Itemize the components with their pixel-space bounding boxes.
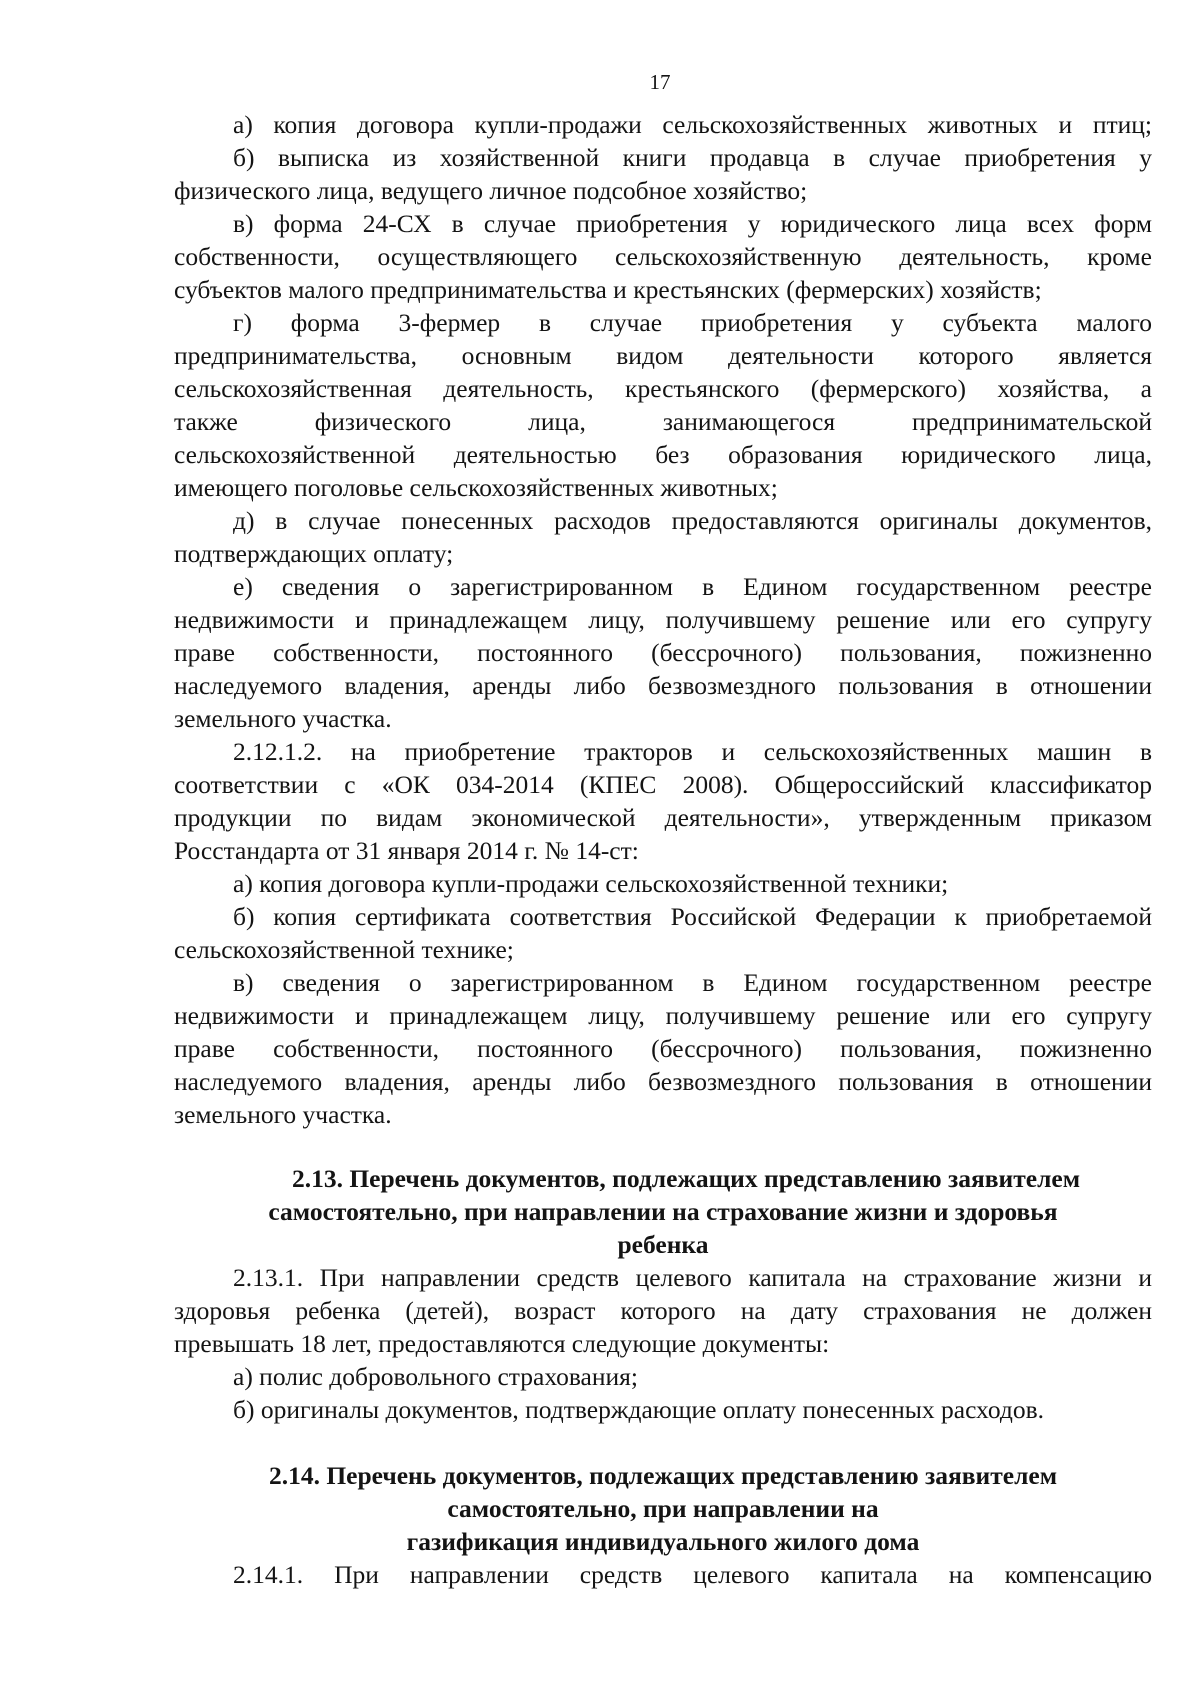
section-heading: 2.14. Перечень документов, подлежащих представлению заявителем — [268, 1461, 1058, 1490]
section-heading: 2.13. Перечень документов, подлежащих представлению заявителем — [291, 1164, 1081, 1193]
text-line: имеющего поголовье сельскохозяйственных животных; — [174, 473, 778, 502]
text-line: д) в случае понесенных расходов предоставляются оригиналы документов, — [233, 506, 1152, 535]
text-line: 2.13.1. При направлении средств целевого капитала на страхование жизни и — [233, 1263, 1152, 1292]
text-line: в) сведения о зарегистрированном в Едином государственном реестре — [233, 968, 1152, 997]
text-line: продукции по видам экономической деятельности», утвержденным приказом — [174, 803, 1152, 832]
text-line: сельскохозяйственной технике; — [174, 935, 514, 964]
text-line: предпринимательства, основным видом деятельности которого является — [174, 341, 1152, 370]
text-line: праве собственности, постоянного (бессрочного) пользования, пожизненно — [174, 1034, 1152, 1063]
text-line: недвижимости и принадлежащем лицу, получившему решение или его супругу — [174, 605, 1152, 634]
text-line: Росстандарта от 31 января 2014 г. № 14-ст: — [174, 836, 639, 865]
text-line: подтверждающих оплату; — [174, 539, 454, 568]
text-line: физического лица, ведущего личное подсобное хозяйство; — [174, 176, 808, 205]
text-line: также физического лица, занимающегося предпринимательской — [174, 407, 1152, 436]
text-line: земельного участка. — [174, 1100, 392, 1129]
text-line: г) форма 3-фермер в случае приобретения у субъекта малого — [233, 308, 1152, 337]
text-line: а) копия договора купли-продажи сельскохозяйственных животных и птиц; — [233, 110, 1152, 139]
text-line: е) сведения о зарегистрированном в Едином государственном реестре — [233, 572, 1152, 601]
section-heading: газификация индивидуального жилого дома — [406, 1527, 920, 1556]
text-line: сельскохозяйственной деятельностью без образования юридического лица, — [174, 440, 1152, 469]
text-line: а) копия договора купли-продажи сельскохозяйственной техники; — [233, 869, 949, 898]
text-line: 2.14.1. При направлении средств целевого капитала на компенсацию — [233, 1560, 1152, 1589]
section-heading: ребенка — [617, 1230, 709, 1259]
text-line: б) выписка из хозяйственной книги продавца в случае приобретения у — [233, 143, 1152, 172]
text-line: сельскохозяйственная деятельность, крестьянского (фермерского) хозяйства, а — [174, 374, 1152, 403]
text-line: б) оригиналы документов, подтверждающие оплату понесенных расходов. — [233, 1395, 1044, 1424]
text-line: соответствии с «ОК 034-2014 (КПЕС 2008). Общероссийский классификатор — [174, 770, 1152, 799]
text-line: собственности, осуществляющего сельскохозяйственную деятельность, кроме — [174, 242, 1152, 271]
section-heading: самостоятельно, при направлении на — [447, 1494, 879, 1523]
section-heading: самостоятельно, при направлении на страхование жизни и здоровья — [268, 1197, 1058, 1226]
text-line: б) копия сертификата соответствия Российской Федерации к приобретаемой — [233, 902, 1152, 931]
text-line: 2.12.1.2. на приобретение тракторов и сельскохозяйственных машин в — [233, 737, 1152, 766]
text-line: наследуемого владения, аренды либо безвозмездного пользования в отношении — [174, 1067, 1152, 1096]
text-line: в) форма 24-СХ в случае приобретения у юридического лица всех форм — [233, 209, 1152, 238]
text-line: наследуемого владения, аренды либо безвозмездного пользования в отношении — [174, 671, 1152, 700]
text-line: земельного участка. — [174, 704, 392, 733]
text-line: превышать 18 лет, предоставляются следующие документы: — [174, 1329, 830, 1358]
text-line: здоровья ребенка (детей), возраст которого на дату страхования не должен — [174, 1296, 1152, 1325]
text-line: субъектов малого предпринимательства и крестьянских (фермерских) хозяйств; — [174, 275, 1042, 304]
text-line: а) полис добровольного страхования; — [233, 1362, 638, 1391]
page-number: 17 — [649, 70, 671, 94]
text-line: праве собственности, постоянного (бессрочного) пользования, пожизненно — [174, 638, 1152, 667]
text-line: недвижимости и принадлежащем лицу, получившему решение или его супругу — [174, 1001, 1152, 1030]
